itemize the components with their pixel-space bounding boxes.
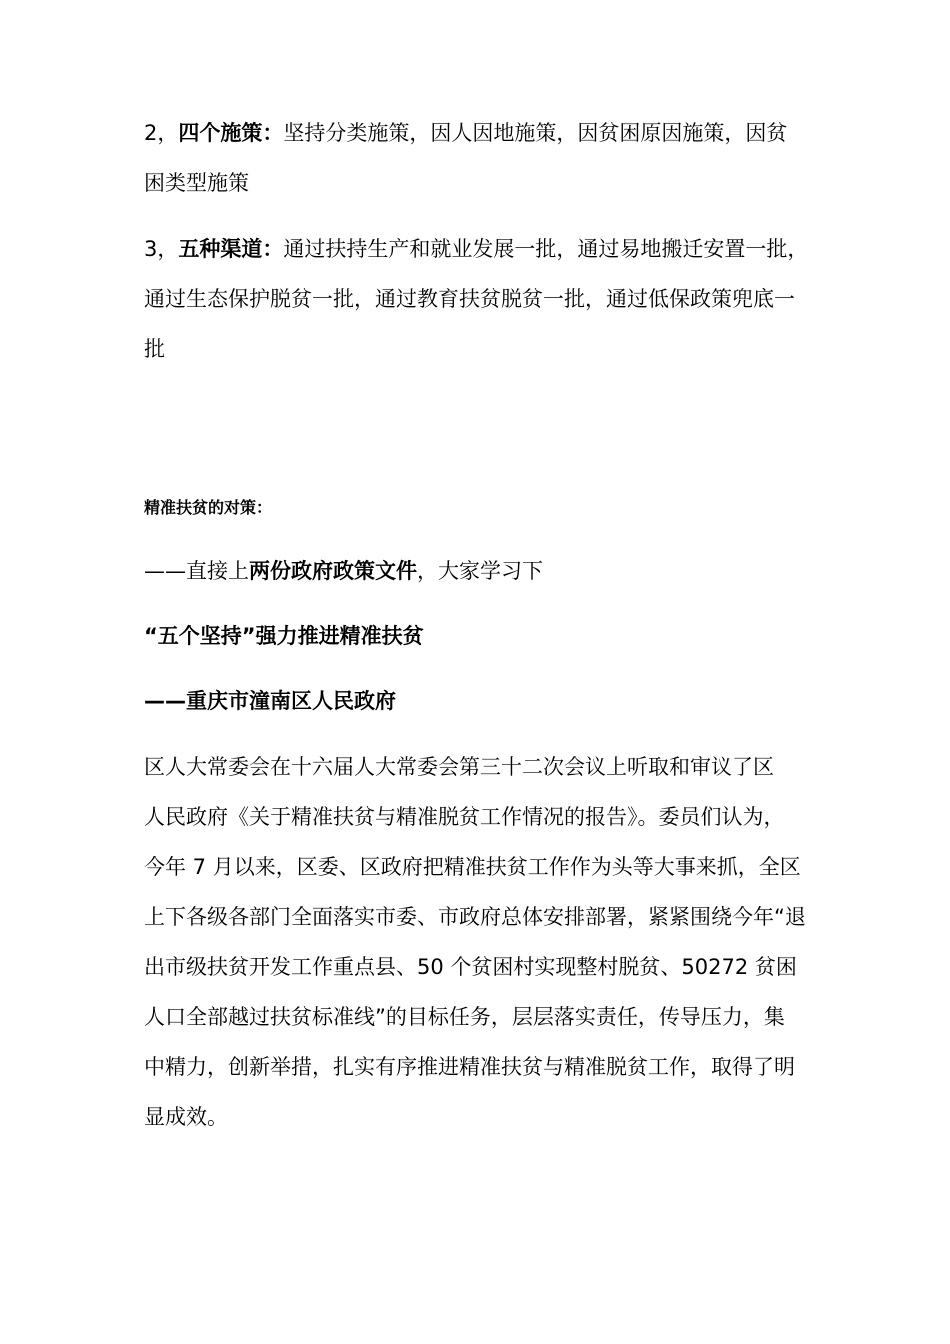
item-2-number: 2，	[144, 121, 179, 145]
body-line: 中精力，创新举措，扎实有序推进精准扶贫与精准脱贫工作，取得了明	[144, 1055, 795, 1079]
document-title: “五个坚持”强力推进精准扶贫	[144, 624, 424, 648]
item-3-number: 3，	[144, 237, 179, 261]
section-heading: 精准扶贫的对策：	[144, 498, 273, 517]
item-3-line-1	[144, 234, 808, 264]
body-line: 出市级扶贫开发工作重点县、50 个贫困村实现整村脱贫、50272 贫困	[144, 955, 797, 979]
body-line: 今年 7 月以来，区委、区政府把精准扶贫工作作为头等大事来抓，全区	[144, 855, 801, 879]
item-2-title: 四个施策：	[178, 121, 284, 145]
body-line: 人口全部越过扶贫标准线”的目标任务，层层落实责任，传导压力，集	[144, 1005, 785, 1029]
intro-prefix: ——直接上	[144, 559, 249, 583]
body-line: 上下各级各部门全面落实市委、市政府总体安排部署，紧紧围绕今年“退	[144, 905, 806, 929]
intro-rest: ，大家学习下	[417, 559, 543, 583]
item-2-line-1	[144, 118, 787, 148]
item-3-line-3: 批	[144, 337, 165, 361]
body-line: 人民政府《关于精准扶贫与精准脱贫工作情况的报告》。委员们认为，	[144, 805, 785, 829]
document-source: ——重庆市潼南区人民政府	[144, 689, 396, 713]
item-2-line-2: 困类型施策	[144, 171, 249, 195]
item-3-title: 五种渠道：	[178, 237, 284, 261]
item-3-line-2: 通过生态保护脱贫一批，通过教育扶贫脱贫一批，通过低保政策兜底一	[144, 287, 795, 311]
item-3-text: 通过扶持生产和就业发展一批，通过易地搬迁安置一批，	[283, 237, 809, 261]
item-2-text: 坚持分类施策，因人因地施策，因贫困原因施策，因贫	[283, 121, 788, 145]
intro-bold: 两份政府政策文件	[249, 559, 417, 583]
body-line: 显成效。	[144, 1105, 228, 1129]
body-line: 区人大常委会在十六届人大常委会第三十二次会议上听取和审议了区	[144, 755, 774, 779]
intro-line	[144, 556, 543, 586]
